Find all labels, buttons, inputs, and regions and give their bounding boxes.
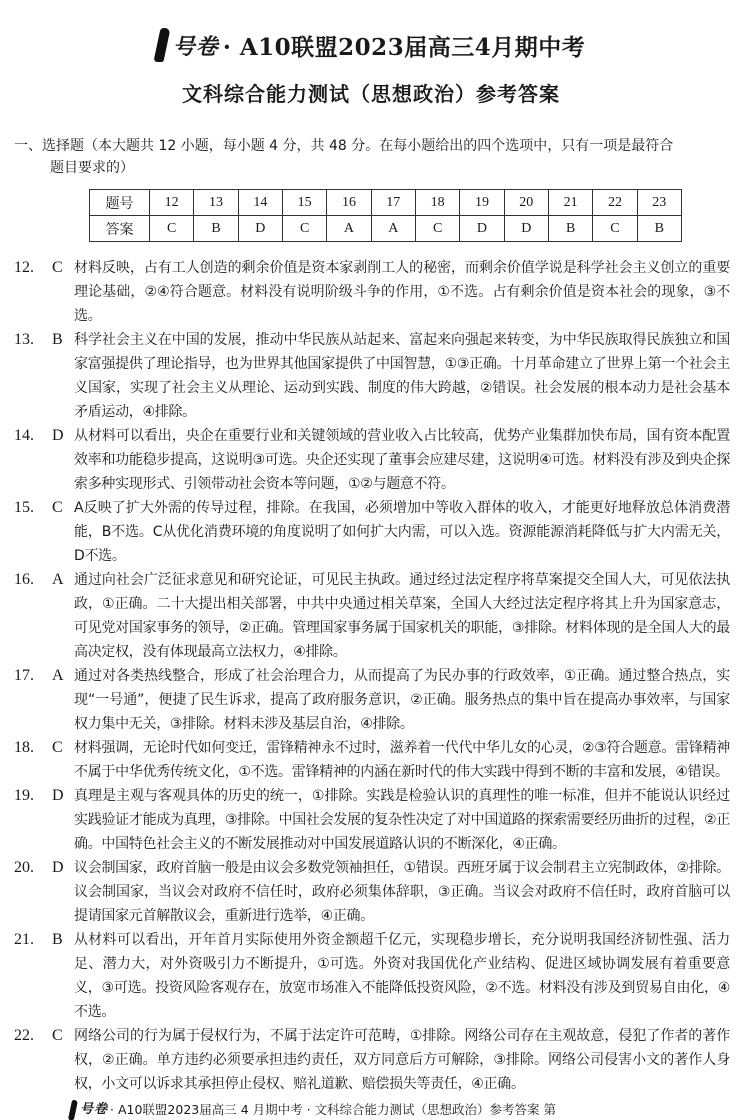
answer-letter: A xyxy=(52,667,64,684)
answer-letter: C xyxy=(52,259,63,276)
explanation-item xyxy=(14,496,730,568)
question-number-cell: 19 xyxy=(460,190,504,216)
row-header-question: 题号 xyxy=(90,190,150,216)
question-number: 19. xyxy=(14,787,34,804)
question-number: 22. xyxy=(14,1027,34,1044)
explanation-item xyxy=(14,856,730,928)
question-number: 21. xyxy=(14,931,34,948)
explanation-text: 通过对各类热线整合，形成了社会治理合力，从而提高了为民办事的行政效率，①正确。通过整合热点，实现“一号通”，便捷了民生诉求，提高了政府服务意识，②正确。服务热点的集中旨在提高办事效率，与国家权力集中无关，③排除。材料未涉及基层自治，④排除。 xyxy=(74,668,730,732)
section-heading xyxy=(14,135,730,179)
explanation-item xyxy=(14,784,730,856)
answer-letter: A xyxy=(52,571,64,588)
question-number-cell: 14 xyxy=(238,190,282,216)
question-number-cell: 20 xyxy=(504,190,548,216)
answer-letter: C xyxy=(52,1027,63,1044)
explanation-text: 材料强调，无论时代如何变迁，雷锋精神永不过时，滋养着一代代中华儿女的心灵，②③符合题意。雷锋精神不属于中华优秀传统文化，①不选。雷锋精神的内涵在新时代的伟大实践中得到不断的丰富和发展，④错误。 xyxy=(74,740,730,780)
explanation-item xyxy=(14,256,730,328)
answer-cell: A xyxy=(371,216,415,242)
document-title: · A10联盟2023届高三4月期中考 xyxy=(222,33,586,61)
explanation-text: A反映了扩大外需的传导过程，排除。在我国，必须增加中等收入群体的收入，才能更好地释放总体消费潜能，B不选。C从优化消费环境的角度说明了如何扩大内需，可以入选。资源能源消耗降低与扩大内需无关，D不选。 xyxy=(74,500,730,564)
answer-letter: B xyxy=(52,931,63,948)
answer-cell: B xyxy=(637,216,681,242)
question-number-cell: 13 xyxy=(194,190,238,216)
answer-table xyxy=(89,189,682,242)
answer-cell: C xyxy=(415,216,459,242)
answer-cell: B xyxy=(194,216,238,242)
page-footer xyxy=(70,1100,556,1120)
explanation-item xyxy=(14,1024,730,1096)
document-subtitle: 文科综合能力测试（思想政治）参考答案 xyxy=(182,82,560,106)
footer-text: · A10联盟2023届高三 4 月期中考 · 文科综合能力测试（思想政治）参考答案 第 xyxy=(110,1102,557,1117)
answer-cell: D xyxy=(460,216,504,242)
section-heading-line2: 题目要求的） xyxy=(50,160,134,176)
explanation-item xyxy=(14,736,730,784)
explanation-text: 材料反映，占有工人创造的剩余价值是资本家剥削工人的秘密，而剩余价值学说是科学社会主义创立的重要理论基础，②④符合题意。材料没有说明阶级斗争的作用，①不选。占有剩余价值是资本社会的现象，③不选。 xyxy=(74,260,730,324)
question-number-cell: 17 xyxy=(371,190,415,216)
question-number: 18. xyxy=(14,739,34,756)
explanation-item xyxy=(14,424,730,496)
document-header xyxy=(0,28,742,62)
explanation-item xyxy=(14,664,730,736)
answer-letter: C xyxy=(52,499,63,516)
answer-row xyxy=(90,216,682,242)
question-number-row xyxy=(90,190,682,216)
question-number-cell: 18 xyxy=(415,190,459,216)
question-number-cell: 23 xyxy=(637,190,681,216)
brand-logo xyxy=(157,28,219,62)
question-number-cell: 21 xyxy=(548,190,592,216)
brush-stroke-icon xyxy=(68,1100,78,1120)
answer-letter: D xyxy=(52,787,64,804)
answer-cell: C xyxy=(150,216,194,242)
explanation-item xyxy=(14,928,730,1024)
question-number-cell: 22 xyxy=(593,190,637,216)
question-number: 12. xyxy=(14,259,34,276)
question-number: 17. xyxy=(14,667,34,684)
explanation-text: 网络公司的行为属于侵权行为，不属于法定许可范畴，①排除。网络公司存在主观故意，侵犯了作者的著作权，②正确。单方违约必须要承担违约责任，双方同意后方可解除，③排除。网络公司侵害小文的著作人身权，小文可以诉求其承担停止侵权、赔礼道歉、赔偿损失等责任，④正确。 xyxy=(74,1028,730,1092)
row-header-answer: 答案 xyxy=(90,216,150,242)
question-number-cell: 12 xyxy=(150,190,194,216)
answer-cell: B xyxy=(548,216,592,242)
explanation-item xyxy=(14,328,730,424)
answer-cell: C xyxy=(282,216,326,242)
answer-letter: C xyxy=(52,739,63,756)
footer-logo-text: 号卷 xyxy=(80,1102,109,1117)
answer-cell: D xyxy=(504,216,548,242)
answer-letter: D xyxy=(52,859,64,876)
question-number: 15. xyxy=(14,499,34,516)
question-number-cell: 16 xyxy=(327,190,371,216)
question-number: 20. xyxy=(14,859,34,876)
answer-letter: D xyxy=(52,427,64,444)
answer-cell: D xyxy=(238,216,282,242)
answer-letter: B xyxy=(52,331,63,348)
section-heading-line1: 一、选择题（本大题共 12 小题，每小题 4 分，共 48 分。在每小题给出的四个选项中，只有一项是最符合 xyxy=(14,138,674,154)
answer-cell: C xyxy=(593,216,637,242)
question-number: 14. xyxy=(14,427,34,444)
brush-stroke-icon xyxy=(153,28,170,62)
explanation-item xyxy=(14,568,730,664)
answer-cell: A xyxy=(327,216,371,242)
question-number: 13. xyxy=(14,331,34,348)
explanation-text: 议会制国家，政府首脑一般是由议会多数党领袖担任，①错误。西班牙属于议会制君主立宪制政体，②排除。议会制国家，当议会对政府不信任时，政府必须集体辞职，③正确。当议会对政府不信任时，政府首脑可以提请国家元首解散议会，重新进行选举，④正确。 xyxy=(74,860,730,924)
explanation-text: 真理是主观与客观具体的历史的统一，①排除。实践是检验认识的真理性的唯一标准，但并不能说认识经过实践验证才能成为真理，③排除。中国社会发展的复杂性决定了对中国道路的探索需要经历曲折的过程，②正确。中国特色社会主义的不断发展推动对中国发展道路认识的不断深化，④正确。 xyxy=(74,788,730,852)
explanation-text: 从材料可以看出，开年首月实际使用外资金额超千亿元，实现稳步增长，充分说明我国经济韧性强、活力足、潜力大，对外资吸引力不断提升，①可选。外资对我国优化产业结构、促进区域协调发展有着重要意义，③可选。投资风险客观存在，放宽市场准入不能降低投资风险，②不选。材料没有涉及到贸易自由化，④不选。 xyxy=(74,932,730,1020)
explanation-text: 科学社会主义在中国的发展，推动中华民族从站起来、富起来向强起来转变，为中华民族取得民族独立和国家富强提供了理论指导，也为世界其他国家提供了中国智慧，①③正确。十月革命建立了世界上第一个社会主义国家，实现了社会主义从理论、运动到实践、制度的伟大跨越，②错误。社会发展的根本动力是社会基本矛盾运动，④排除。 xyxy=(74,332,730,420)
logo-text: 号卷 xyxy=(172,33,219,60)
question-number: 16. xyxy=(14,571,34,588)
explanation-text: 从材料可以看出，央企在重要行业和关键领域的营业收入占比较高，优势产业集群加快布局，国有资本配置效率和功能稳步提高，这说明③可选。央企还实现了董事会应建尽建，这说明④可选。材料没有涉及到央企探索多种实现形式、引领带动社会资本等问题，①②与题意不符。 xyxy=(74,428,730,492)
explanation-text: 通过向社会广泛征求意见和研究论证，可见民主执政。通过经过法定程序将草案提交全国人大，可见依法执政，①正确。二十大提出相关部署，中共中央通过相关草案，全国人大经过法定程序将其上升为国家意志，可见党对国家事务的领导，②正确。管理国家事务属于国家机关的职能，③排除。材料体现的是全国人大的最高决定权，没有体现最高立法权力，④排除。 xyxy=(74,572,730,660)
question-number-cell: 15 xyxy=(282,190,326,216)
